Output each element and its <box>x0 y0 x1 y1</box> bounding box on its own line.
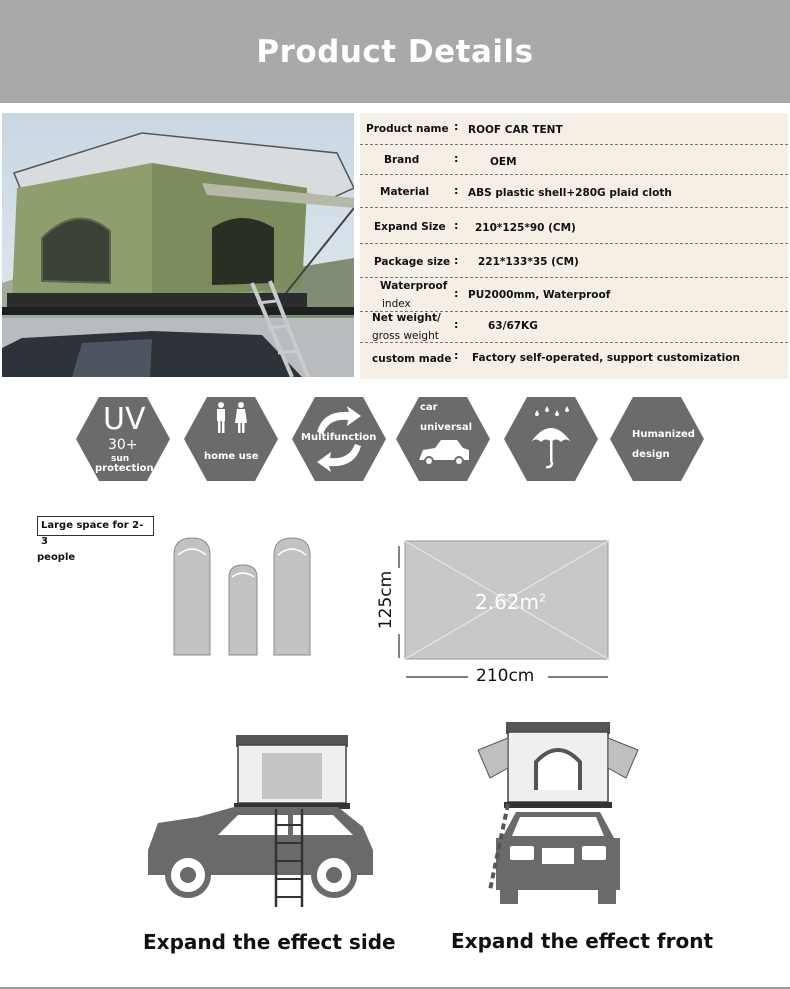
spec-row-expand-size: Expand Size : 210*125*90 (CM) <box>360 208 788 244</box>
umbrella-rainproof-icon <box>503 396 599 482</box>
car-universal-icon: car universal <box>395 396 491 482</box>
front-view-illustration <box>470 720 670 910</box>
floor-area-diagram <box>376 538 615 688</box>
area-value: $2.62m^2$ <box>475 590 547 614</box>
spec-row-custom-made: custom made : Factory self-operated, support customization <box>372 349 740 365</box>
specs-table <box>360 113 788 379</box>
spec-row-weight: Net weight/ gross weight : 63/67KG <box>360 312 788 343</box>
side-view-illustration <box>138 735 383 910</box>
product-photo <box>2 113 354 377</box>
home-use-icon: home use <box>183 396 279 482</box>
humanized-design-icon: Humanized design <box>609 396 705 482</box>
spec-row-material: Material : ABS plastic shell+280G plaid cloth <box>360 175 788 208</box>
sleeping-bags-illustration <box>170 535 315 660</box>
capacity-label <box>37 516 154 563</box>
multifunction-icon: Multifunction <box>291 396 387 482</box>
spec-row-package-size: Package size : 221*133*35 (CM) <box>360 244 788 278</box>
caption-front-view: Expand the effect front <box>451 929 714 953</box>
header-banner <box>0 0 790 103</box>
height-dimension-label: 125cm <box>376 570 396 630</box>
feature-icons <box>75 396 705 484</box>
spec-row-waterproof: Waterproof index : PU2000mm, Waterproof <box>360 278 788 312</box>
page-title: Product Details <box>256 34 534 70</box>
width-dimension-label: 210cm <box>476 666 535 686</box>
spec-row-product-name: Product name : ROOF CAR TENT <box>360 113 788 145</box>
caption-side-view: Expand the effect side <box>143 930 396 954</box>
spec-row-brand: Brand : OEM <box>360 145 788 175</box>
capacity-rest-text: people <box>37 552 76 563</box>
uv-protection-icon: UV 30+ sun protection <box>75 396 171 482</box>
capacity-boxed-text: Large space for 2-3 <box>37 516 154 536</box>
